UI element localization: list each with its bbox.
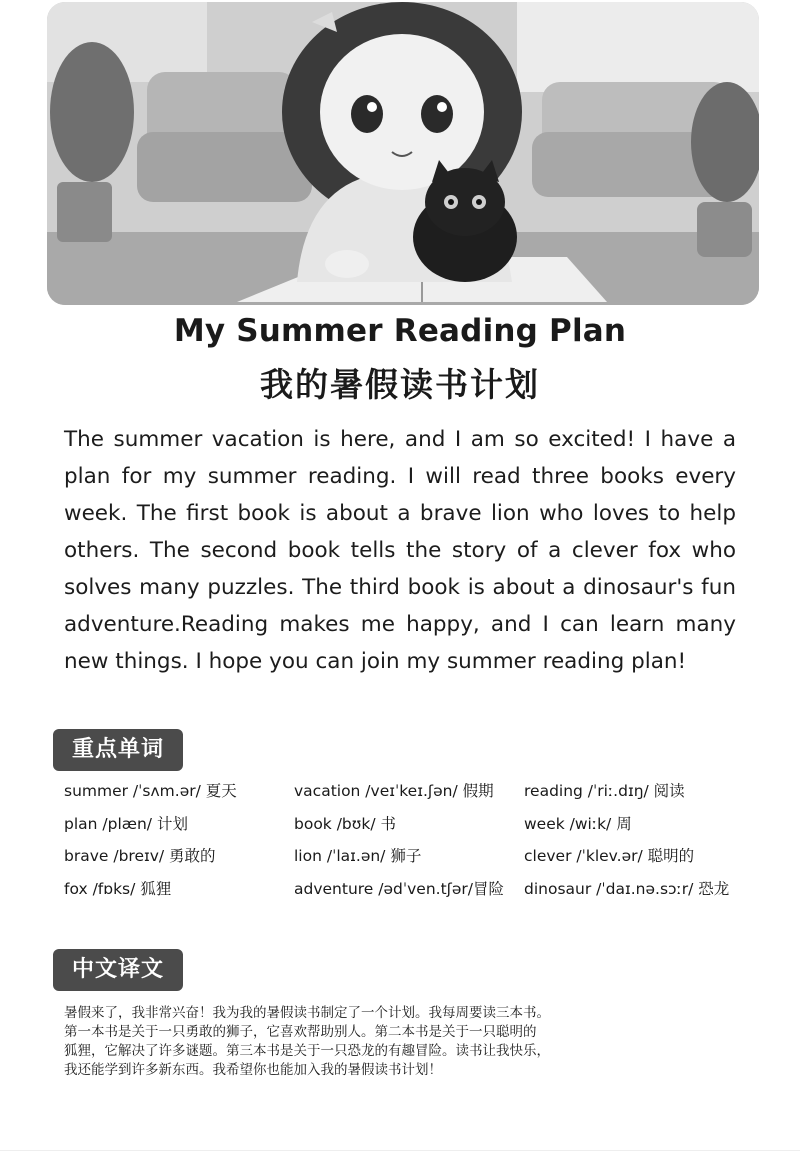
reading-passage: The summer vacation is here, and I am so excited! I have a plan for my summer reading. I will read three books every week. The first book is about a brave lion who loves to help others. The second book tells the story of a clever fox who solves many puzzles. The third book is about a dinosaur's fun adventure.Reading makes me happy, and I can learn many new things. I hope you can join my summer reading plan! — [64, 427, 736, 674]
translation-section-label: 中文译文 — [53, 949, 183, 991]
vocab-item: brave /breɪv/ 勇敢的 — [64, 847, 216, 865]
vocab-item: book /bʊk/ 书 — [294, 814, 396, 833]
title-chinese: 我的暑假读书计划 — [260, 365, 540, 404]
translation-line: 暑假来了，我非常兴奋！我为我的暑假读书制定了一个计划。我每周要读三本书。 — [64, 1005, 550, 1021]
vocab-item: reading /ˈriː.dɪŋ/ 阅读 — [524, 782, 685, 800]
girl-with-cat-illustration — [47, 2, 759, 305]
vocab-item: dinosaur /ˈdaɪ.nə.sɔːr/ 恐龙 — [524, 879, 730, 898]
vocab-item: week /wiːk/ 周 — [524, 814, 632, 833]
vocab-item: clever /ˈklev.ər/ 聪明的 — [524, 847, 695, 865]
chinese-translation — [64, 1004, 654, 1080]
vocab-section-label: 重点单词 — [53, 729, 183, 771]
title-english: My Summer Reading Plan — [173, 313, 627, 349]
vocab-list — [64, 780, 754, 900]
vocab-item: fox /fɒks/ 狐狸 — [64, 879, 172, 898]
page-bottom-divider — [0, 1150, 800, 1151]
vocab-item: summer /ˈsʌm.ər/ 夏天 — [64, 782, 237, 800]
hero-illustration — [47, 2, 759, 305]
vocab-item: plan /plæn/ 计划 — [64, 814, 188, 833]
translation-line: 我还能学到许多新东西。我希望你也能加入我的暑假读书计划！ — [64, 1062, 442, 1078]
vocab-item: vacation /veɪˈkeɪ.ʃən/ 假期 — [294, 782, 494, 800]
translation-line: 狐狸，它解决了许多谜题。第三本书是关于一只恐龙的有趣冒险。读书让我快乐， — [64, 1043, 550, 1059]
translation-line: 第一本书是关于一只勇敢的狮子，它喜欢帮助别人。第二本书是关于一只聪明的 — [64, 1024, 537, 1040]
vocab-item: adventure /ədˈven.tʃər/冒险 — [294, 879, 504, 898]
vocab-item: lion /ˈlaɪ.ən/ 狮子 — [294, 847, 422, 865]
